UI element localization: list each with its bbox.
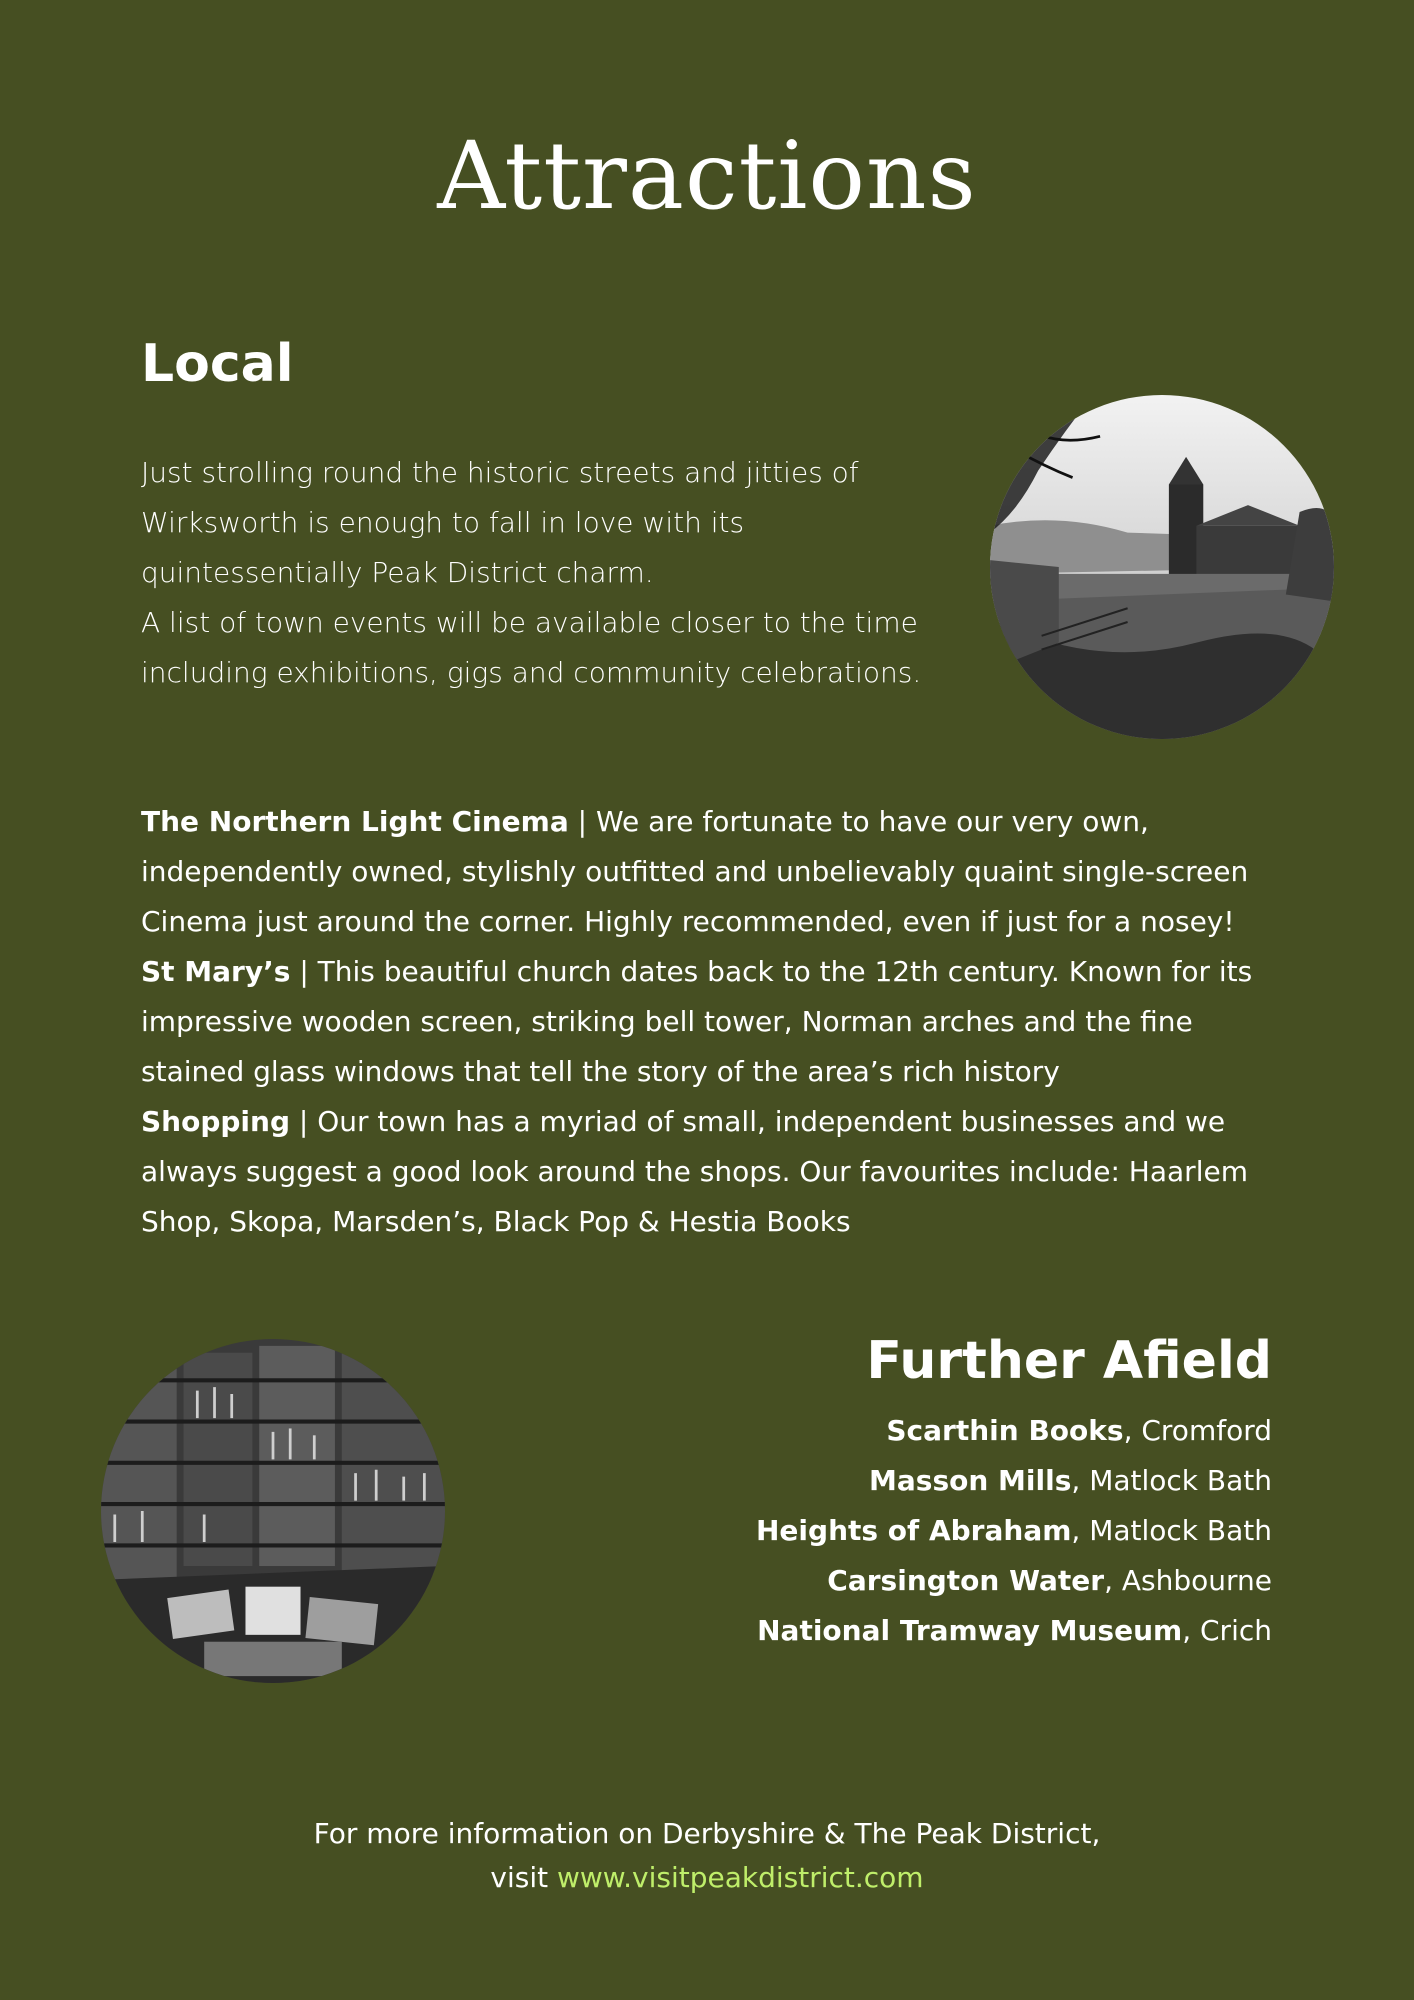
website-link[interactable]: www.visitpeakdistrict.com <box>557 1861 924 1894</box>
list-item <box>572 1406 1272 1456</box>
list-item <box>572 1606 1272 1656</box>
church-photo <box>990 395 1334 739</box>
place-location: , Matlock Bath <box>1071 1464 1272 1497</box>
page-title: Attractions <box>437 122 977 231</box>
place-location: , Matlock Bath <box>1071 1514 1272 1547</box>
attraction-description: | This beautiful church dates back to the 12th century. Known for its impressive wooden screen, striking bell tower, Norman arches and the fine stained glass windows that tell the story of the area’s rich history <box>141 955 1253 1088</box>
local-intro <box>141 448 951 698</box>
attraction-name: Shopping <box>141 1105 290 1138</box>
footer-line: For more information on Derbyshire & The Peak District, <box>313 1817 1101 1850</box>
further-afield-list <box>572 1406 1272 1656</box>
place-location: , Cromford <box>1123 1414 1272 1447</box>
attraction-description: | We are fortunate to have our very own, independently owned, stylishly outfitted and unbelievably quaint single-screen Cinema just around the corner. Highly recommended, even if just for a nosey! <box>141 805 1249 938</box>
attraction-description: | Our town has a myriad of small, independent businesses and we always suggest a good look around the shops. Our favourites include: Haarlem Shop, Skopa, Marsden’s, Black Pop & Hestia Books <box>141 1105 1248 1238</box>
list-item <box>572 1556 1272 1606</box>
place-name: Carsington Water <box>827 1564 1105 1597</box>
place-name: Masson Mills <box>869 1464 1072 1497</box>
local-attractions <box>141 797 1291 1247</box>
attraction-item <box>141 1097 1291 1247</box>
intro-paragraph: Just strolling round the historic streets and jitties of Wirksworth is enough to fall in love with its quintessentially Peak District charm. <box>141 456 859 589</box>
footer-visit-text: visit <box>490 1861 557 1894</box>
attraction-name: The Northern Light Cinema <box>141 805 569 838</box>
bookshop-photo <box>101 1339 445 1683</box>
further-afield-section <box>572 1330 1272 1656</box>
local-heading: Local <box>141 334 294 394</box>
list-item <box>572 1506 1272 1556</box>
intro-paragraph: A list of town events will be available closer to the time including exhibitions, gigs and community celebrations. <box>141 606 922 689</box>
footer <box>0 1812 1414 1900</box>
attraction-name: St Mary’s <box>141 955 291 988</box>
list-item <box>572 1456 1272 1506</box>
place-name: Heights of Abraham <box>756 1514 1072 1547</box>
footer-line <box>0 1856 1414 1900</box>
attraction-item <box>141 797 1291 947</box>
place-location: , Crich <box>1182 1614 1272 1647</box>
further-afield-heading: Further Afield <box>866 1331 1272 1391</box>
place-name: National Tramway Museum <box>757 1614 1183 1647</box>
place-name: Scarthin Books <box>886 1414 1124 1447</box>
place-location: , Ashbourne <box>1104 1564 1272 1597</box>
attraction-item <box>141 947 1291 1097</box>
